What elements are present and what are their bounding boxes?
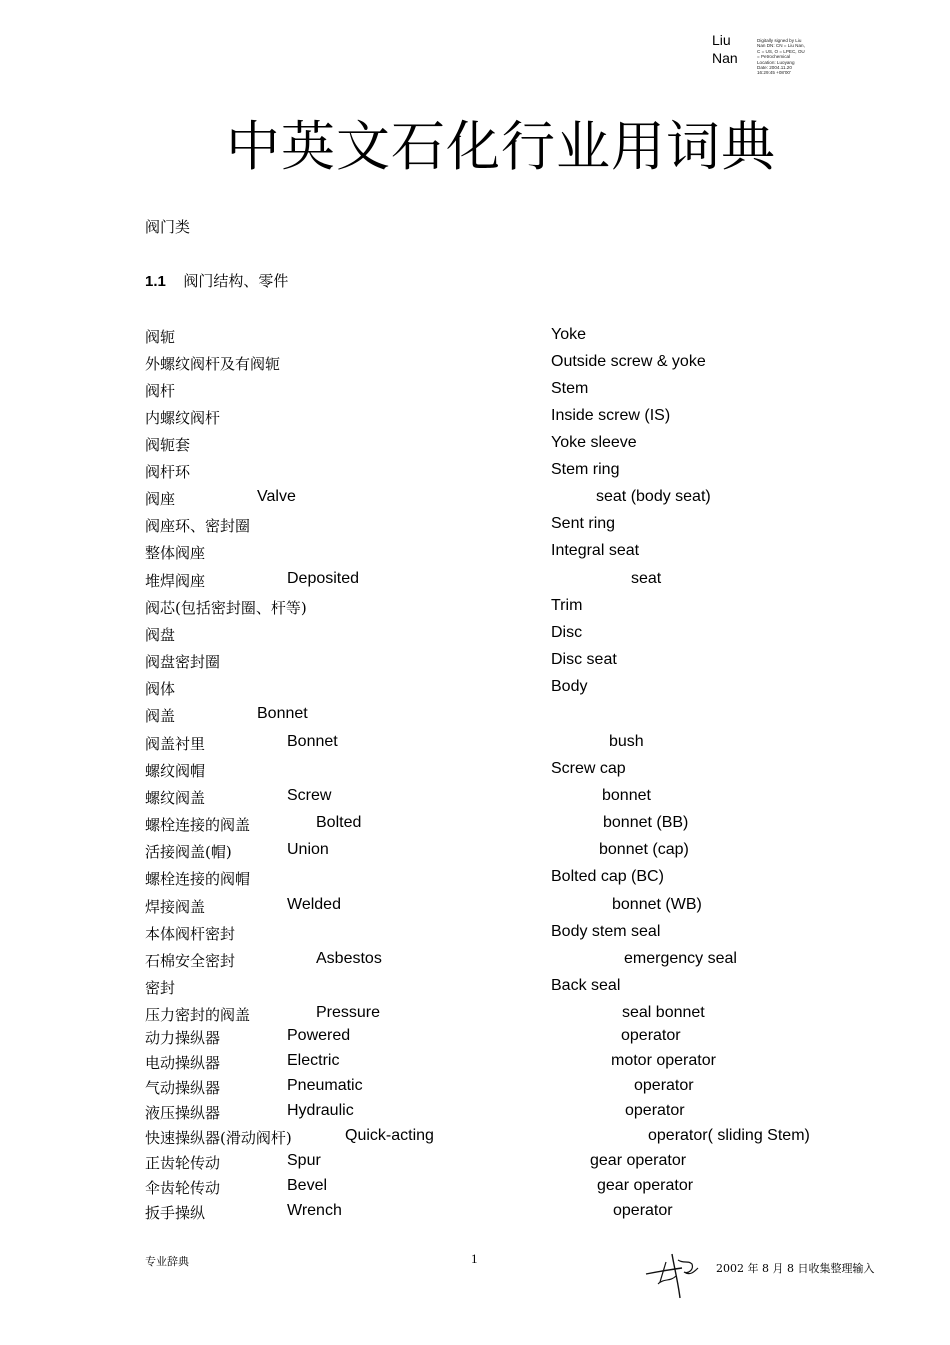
term-en-part1: Electric [287, 1052, 340, 1069]
term-en-part1: Bonnet [257, 705, 308, 722]
term-en-part2: Bolted cap (BC) [551, 868, 664, 885]
term-en-part2: operator( sliding Stem) [648, 1127, 810, 1144]
term-cn: 内螺纹阀杆 [145, 409, 221, 427]
term-cn: 阀座环、密封圈 [145, 517, 251, 535]
term-cn: 扳手操纵 [145, 1204, 206, 1222]
term-en-part1: Pneumatic [287, 1077, 363, 1094]
term-cn: 液压操纵器 [145, 1104, 221, 1122]
term-en-part2: bonnet [602, 787, 651, 804]
section-heading [145, 270, 288, 291]
term-en-part2: seat [631, 570, 662, 587]
term-cn: 堆焊阀座 [145, 572, 206, 590]
signature-name-line2: Nan [712, 50, 738, 66]
handwritten-signature [642, 1248, 704, 1302]
term-cn: 螺栓连接的阀盖 [145, 816, 251, 834]
term-en-part1: Wrench [287, 1202, 342, 1219]
term-cn: 阀杆环 [145, 463, 191, 481]
term-en-part1: Pressure [316, 1004, 381, 1021]
term-cn: 阀杆 [145, 382, 176, 400]
term-en-part2: bonnet (WB) [612, 896, 702, 913]
term-cn: 阀轭 [145, 328, 176, 346]
term-cn: 外螺纹阀杆及有阀轭 [145, 355, 281, 373]
category-heading: 阀门类 [145, 218, 191, 236]
term-en-part1: Bolted [316, 814, 362, 831]
term-en-part1: Valve [257, 488, 296, 505]
term-en-part2: operator [613, 1202, 673, 1219]
document-title: 中英文石化行业用词典 [226, 115, 776, 178]
term-en-part2: Integral seat [551, 542, 640, 559]
term-cn: 本体阀杆密封 [145, 925, 236, 943]
term-en-part1: Powered [287, 1027, 351, 1044]
term-cn: 阀盘密封圈 [145, 653, 221, 671]
signature-name-line1: Liu [712, 32, 731, 48]
term-cn: 阀轭套 [145, 436, 191, 454]
term-en-part1: Asbestos [316, 950, 382, 967]
term-en-part2: seal bonnet [622, 1004, 705, 1021]
term-cn: 阀盖衬里 [145, 735, 206, 753]
term-cn: 压力密封的阀盖 [145, 1006, 251, 1024]
term-en-part2: Sent ring [551, 515, 616, 532]
term-en-part2: Screw cap [551, 760, 626, 777]
page-number: 1 [471, 1251, 478, 1266]
term-en-part2: bush [609, 733, 644, 750]
term-cn: 阀座 [145, 490, 176, 508]
term-en-part2: Body [551, 678, 588, 695]
term-en-part2: Stem ring [551, 461, 620, 478]
term-en-part2: Yoke [551, 326, 586, 343]
term-en-part1: Welded [287, 896, 341, 913]
term-en-part2: bonnet (BB) [603, 814, 689, 831]
term-cn: 快速操纵器(滑动阀杆) [145, 1129, 292, 1147]
term-en-part2: Disc seat [551, 651, 617, 668]
term-en-part2: Disc [551, 624, 583, 641]
term-en-part2: Back seal [551, 977, 621, 994]
term-cn: 活接阀盖(帽) [145, 843, 232, 861]
term-en-part2: Body stem seal [551, 923, 661, 940]
term-en-part2: Inside screw (IS) [551, 407, 671, 424]
term-en-part2: emergency seal [624, 950, 737, 967]
term-en-part2: Yoke sleeve [551, 434, 637, 451]
term-en-part1: Spur [287, 1152, 321, 1169]
term-cn: 伞齿轮传动 [145, 1179, 221, 1197]
term-en-part2: operator [634, 1077, 694, 1094]
footer-left: 专业辞典 [145, 1255, 189, 1268]
term-cn: 螺纹阀帽 [145, 762, 206, 780]
term-cn: 正齿轮传动 [145, 1154, 221, 1172]
signature-details: Digitally signed by Liu Nan DN: CN = Liu Nan, C = US, O = LPEC, OU = Petrochemical Location: Luoyang Date: 2004.11.20 16:29:45 +08'00' [757, 38, 805, 76]
term-en-part2: seat (body seat) [596, 488, 711, 505]
term-cn: 焊接阀盖 [145, 898, 206, 916]
term-en-part1: Deposited [287, 570, 360, 587]
term-cn: 螺栓连接的阀帽 [145, 870, 251, 888]
term-en-part2: operator [621, 1027, 681, 1044]
term-cn: 气动操纵器 [145, 1079, 221, 1097]
term-en-part1: Screw [287, 787, 332, 804]
term-en-part2: Outside screw & yoke [551, 353, 706, 370]
term-en-part1: Bevel [287, 1177, 328, 1194]
term-en-part2: gear operator [597, 1177, 694, 1194]
term-cn: 整体阀座 [145, 544, 206, 562]
term-en-part2: operator [625, 1102, 685, 1119]
term-en-part1: Bonnet [287, 733, 338, 750]
footer-right: 2002 年 8 月 8 日收集整理输入 [716, 1262, 875, 1275]
term-en-part1: Union [287, 841, 329, 858]
term-en-part2: bonnet (cap) [599, 841, 689, 858]
term-en-part2: Stem [551, 380, 589, 397]
term-en-part2: Trim [551, 597, 583, 614]
term-cn: 电动操纵器 [145, 1054, 221, 1072]
term-en-part2: gear operator [590, 1152, 687, 1169]
term-en-part1: Quick-acting [345, 1127, 434, 1144]
term-cn: 阀盖 [145, 707, 176, 725]
signature-name [712, 31, 738, 67]
term-en-part1: Hydraulic [287, 1102, 354, 1119]
term-cn: 石棉安全密封 [145, 952, 236, 970]
term-cn: 阀芯(包括密封圈、杆等) [145, 599, 307, 617]
term-cn: 阀盘 [145, 626, 176, 644]
term-en-part2: motor operator [611, 1052, 716, 1069]
term-cn: 密封 [145, 979, 176, 997]
term-cn: 螺纹阀盖 [145, 789, 206, 807]
term-cn: 动力操纵器 [145, 1029, 221, 1047]
section-number: 1.1 [145, 273, 166, 290]
term-cn: 阀体 [145, 680, 176, 698]
section-title: 阀门结构、零件 [183, 272, 289, 290]
